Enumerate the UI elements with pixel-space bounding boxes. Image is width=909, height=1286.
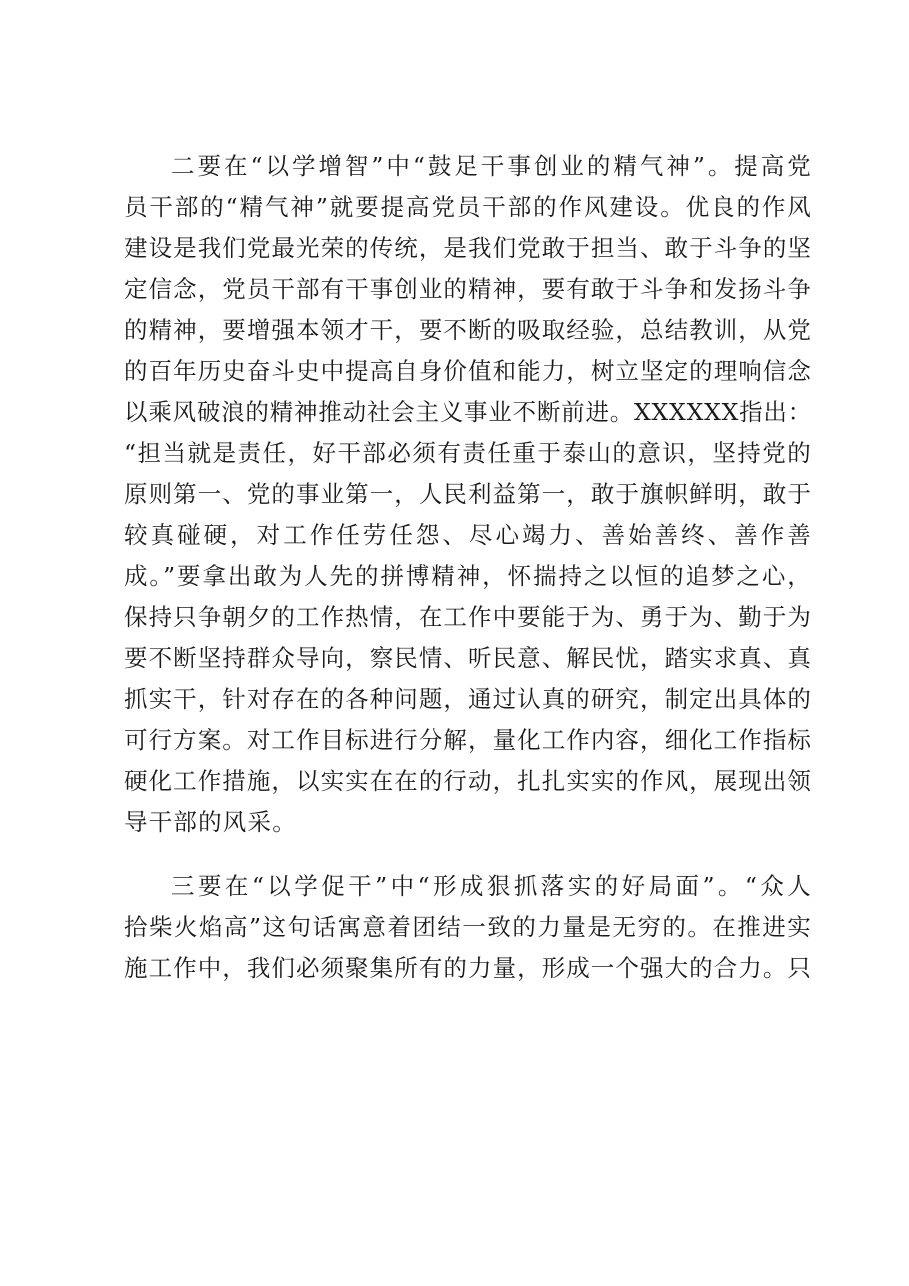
text-line: 员干部的“精气神”就要提高党员干部的作风建设。优良的作风 (124, 193, 812, 221)
text-line: 较真碰硬，对工作任劳任怨、尽心竭力、善始善终、善作善 (124, 521, 812, 549)
text-line: 以乘风破浪的精神推动社会主义事业不断前进。XXXXXX指出： (124, 398, 812, 426)
text-line: 定信念，党员干部有干事创业的精神，要有敢于斗争和发扬斗争 (124, 275, 812, 303)
text-line: 拾柴火焰高”这句话寓意着团结一致的力量是无穷的。在推进实 (124, 913, 812, 941)
text-line: 原则第一、党的事业第一，人民利益第一，敢于旗帜鲜明，敢于 (124, 480, 812, 508)
text-line: 可行方案。对工作目标进行分解，量化工作内容，细化工作指标 (124, 726, 812, 754)
text-line: 要不断坚持群众导向，察民情、听民意、解民忧，踏实求真、真 (124, 644, 812, 672)
text-line: 抓实干，针对存在的各种问题，通过认真的研究，制定出具体的 (124, 685, 812, 713)
paragraph-2 (124, 146, 812, 843)
text-line: 二要在“以学增智”中“鼓足干事创业的精气神”。提高党 (171, 152, 812, 180)
text-line: 三要在“以学促干”中“形成狠抓落实的好局面”。“众人 (171, 872, 812, 900)
text-line: 建设是我们党最光荣的传统，是我们党敢于担当、敢于斗争的坚 (124, 234, 812, 262)
paragraph-spacer (124, 843, 812, 866)
body-text (124, 146, 812, 989)
text-line: 成。”要拿出敢为人先的拼博精神，怀揣持之以恒的追梦之心， (124, 562, 812, 590)
text-line: 保持只争朝夕的工作热情，在工作中要能于为、勇于为、勤于为 (124, 603, 812, 631)
paragraph-3 (124, 866, 812, 989)
text-line: “担当就是责任，好干部必须有责任重于泰山的意识，坚持党的 (124, 439, 812, 467)
text-line: 的百年历史奋斗史中提高自身价值和能力，树立坚定的理响信念 (124, 357, 812, 385)
text-line: 的精神，要增强本领才干，要不断的吸取经验，总结教训，从党 (124, 316, 812, 344)
text-line: 硬化工作措施，以实实在在的行动，扎扎实实的作风，展现出领 (124, 767, 812, 795)
text-line: 施工作中，我们必须聚集所有的力量，形成一个强大的合力。只 (124, 954, 812, 982)
text-line: 导干部的风采。 (124, 808, 297, 836)
